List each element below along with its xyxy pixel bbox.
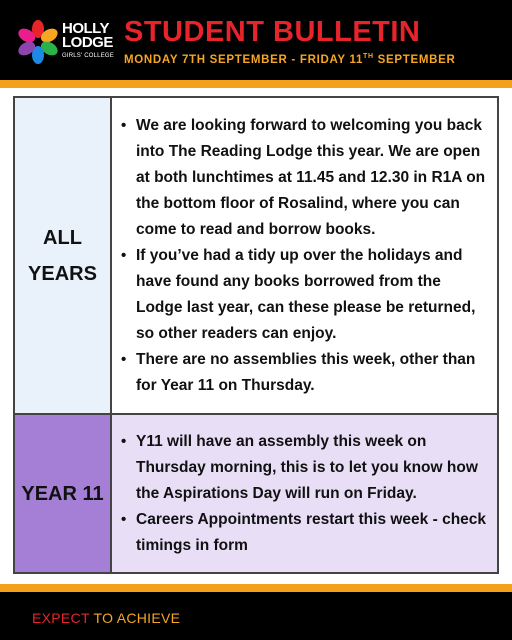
bulletin-table — [13, 96, 499, 574]
list-item — [121, 429, 488, 507]
label-line-1: ALL — [43, 226, 82, 249]
label-line-2: YEARS — [28, 262, 97, 285]
section-row-all-years — [14, 97, 498, 414]
list-item — [121, 113, 488, 243]
bullet-icon: • — [121, 432, 127, 450]
bullet-icon: • — [121, 510, 127, 528]
bullet-icon: • — [121, 246, 127, 264]
list-item-text: If you’ve had a tidy up over the holidays and have found any books borrowed from the Lodge last year, can these please be returned, so other readers can enjoy. — [136, 246, 476, 342]
holly-lodge-logo-icon — [16, 20, 60, 64]
section-row-year-11 — [14, 414, 498, 573]
motto-word-2: TO ACHIEVE — [89, 610, 181, 626]
logo-line-2: LODGE — [62, 34, 113, 51]
motto-word-1: EXPECT — [32, 610, 90, 626]
list-item — [121, 347, 488, 399]
section-body-all-years — [111, 97, 498, 414]
section-label-year-11: YEAR 11 — [14, 414, 111, 573]
section-label-all-years — [14, 97, 111, 414]
section-body-year-11 — [111, 414, 498, 573]
list-item-text: We are looking forward to welcoming you back into The Reading Lodge this year. We are open at both lunchtimes at 11.45 and 12.30 in R1A on the bottom floor of Rosalind, where you can come to read and borrow books. — [136, 116, 486, 238]
bullet-icon: • — [121, 350, 127, 368]
list-item — [121, 243, 488, 347]
list-item-text: Y11 will have an assembly this week on Thursday morning, this is to let you know how the Aspirations Day will run on Friday. — [136, 432, 478, 502]
footer — [0, 592, 512, 640]
logo-wordmark — [62, 22, 113, 50]
bullet-list — [113, 429, 496, 559]
bullet-list — [113, 113, 496, 399]
bullet-icon: • — [121, 116, 127, 134]
list-item-text: There are no assemblies this week, other than for Year 11 on Thursday. — [136, 350, 476, 394]
logo-subtitle: GIRLS' COLLEGE — [62, 53, 114, 59]
bulletin-dates — [124, 53, 456, 66]
list-item — [121, 507, 488, 559]
bulletin-title: STUDENT BULLETIN — [124, 16, 421, 48]
dates-superscript: TH — [363, 53, 374, 60]
logo-line-1: HOLLY — [62, 20, 109, 37]
footer-motto — [32, 610, 180, 626]
top-accent-stripe — [0, 80, 512, 88]
list-item-text: Careers Appointments restart this week - check timings in form — [136, 510, 487, 554]
bottom-accent-stripe — [0, 584, 512, 592]
dates-part-1: MONDAY 7TH SEPTEMBER - FRIDAY 11 — [124, 53, 364, 66]
header — [0, 0, 512, 80]
dates-part-2: SEPTEMBER — [373, 53, 456, 66]
